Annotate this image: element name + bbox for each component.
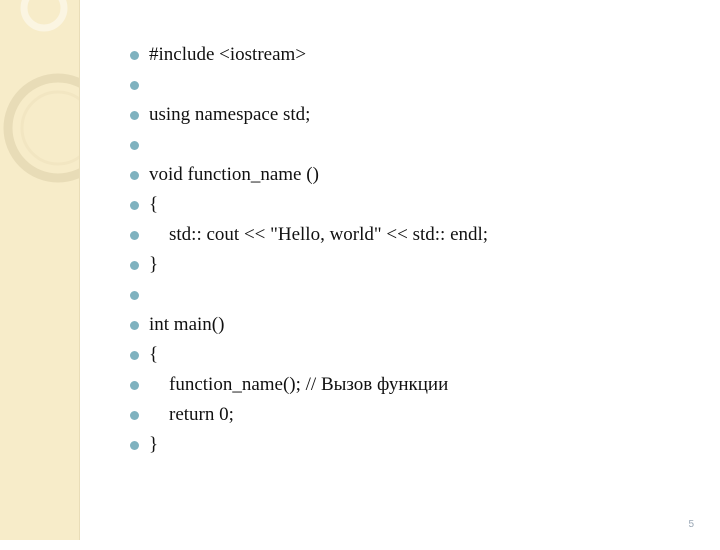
list-item bbox=[133, 130, 152, 160]
bullet-icon bbox=[130, 261, 139, 270]
code-line-text: { bbox=[149, 194, 159, 215]
bullet-icon bbox=[130, 441, 139, 450]
code-line-text: int main() bbox=[149, 314, 225, 335]
bullet-icon bbox=[130, 411, 139, 420]
decorative-rings-icon bbox=[0, 0, 79, 540]
decorative-sidebar bbox=[0, 0, 79, 540]
code-line-text: return 0; bbox=[169, 404, 234, 425]
code-line-text: #include <iostream> bbox=[149, 44, 307, 65]
sidebar-divider bbox=[79, 0, 80, 540]
list-item bbox=[133, 250, 159, 280]
list-item bbox=[133, 400, 234, 430]
list-item bbox=[133, 220, 489, 250]
list-item bbox=[133, 430, 159, 460]
list-item bbox=[133, 310, 225, 340]
bullet-icon bbox=[130, 51, 139, 60]
code-bullet-list bbox=[133, 40, 489, 460]
bullet-icon bbox=[130, 111, 139, 120]
list-item bbox=[133, 70, 152, 100]
code-line-text: std:: cout << "Hello, world" << std:: endl; bbox=[169, 224, 489, 245]
code-line-text: function_name(); // Вызов функции bbox=[169, 374, 449, 395]
list-item bbox=[133, 280, 152, 310]
list-item bbox=[133, 370, 449, 400]
bullet-icon bbox=[130, 201, 139, 210]
page-number: 5 bbox=[688, 519, 694, 530]
bullet-icon bbox=[130, 381, 139, 390]
code-line-text: { bbox=[149, 344, 159, 365]
bullet-icon bbox=[130, 171, 139, 180]
code-line-text: } bbox=[149, 254, 159, 275]
list-item bbox=[133, 340, 159, 370]
list-item bbox=[133, 40, 307, 70]
bullet-icon bbox=[130, 141, 139, 150]
code-line-text: void function_name () bbox=[149, 164, 319, 185]
bullet-icon bbox=[130, 81, 139, 90]
code-line-text: } bbox=[149, 434, 159, 455]
code-line-text: using namespace std; bbox=[149, 104, 311, 125]
list-item bbox=[133, 160, 319, 190]
bullet-icon bbox=[130, 291, 139, 300]
list-item bbox=[133, 100, 311, 130]
list-item bbox=[133, 190, 159, 220]
bullet-icon bbox=[130, 351, 139, 360]
bullet-icon bbox=[130, 321, 139, 330]
bullet-icon bbox=[130, 231, 139, 240]
